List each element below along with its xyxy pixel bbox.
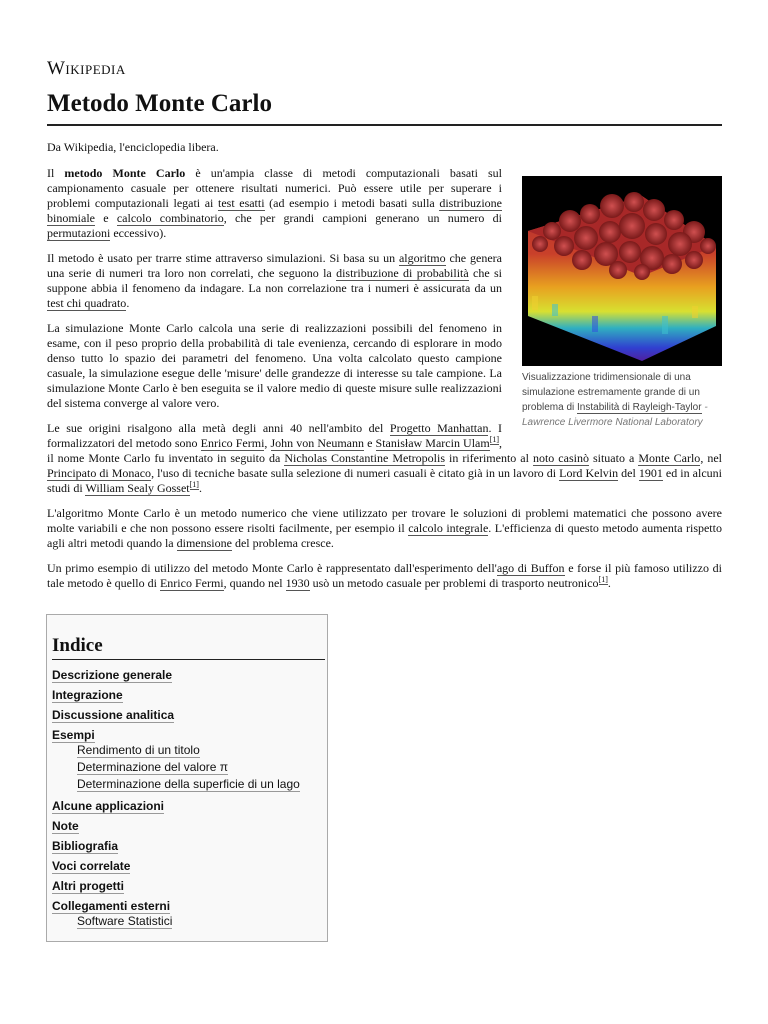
- link-enrico-fermi-2[interactable]: Enrico Fermi: [159, 576, 224, 590]
- paragraph-example: Un primo esempio di utilizzo del metodo Monte Carlo è rappresentato dall'esperimento dell'ago di Buffon e forse il più famoso utilizzo di tale metodo è quello di Enrico Fermi, quando nel 1930 usò un metodo casuale per problemi di trasporto neutronico[1].: [47, 561, 722, 590]
- thumbnail-figure: [522, 176, 722, 430]
- link-1901[interactable]: 1901: [638, 466, 663, 480]
- link-john-von-neumann[interactable]: John von Neumann: [270, 436, 365, 450]
- paragraph-origins: Le sue origini risalgono alla metà degli anni 40 nell'ambito del Progetto Manhattan. I formalizzatori del metodo sono Enrico Fermi, John von Neumann e Stanisław Marcin Ulam[1], il nome Monte Carlo fu inventato in seguito da Nicholas Constantine Metropolis in riferimento al noto casinò situato a Monte Carlo, nel Principato di Monaco, l'uso di tecniche basate sulla selezione di numeri casuali è citato già in un lavoro di Lord Kelvin del 1901 ed in alcuni studi di William Sealy Gosset[1].: [47, 421, 722, 495]
- paragraph-intro: Il metodo Monte Carlo è un'ampia classe di metodi computazionali basati sul campionamento casuale per ottenere risultati numerici. Può essere utile per superare i problemi computazionali legati ai test esatti (ad esempio i metodi basati sulla distribuzione binomiale e calcolo combinatorio, che per grandi campioni generano un numero di permutazioni eccessivo).: [47, 166, 503, 240]
- toc-list: [52, 668, 323, 930]
- reference-link[interactable]: [1]: [189, 480, 199, 489]
- toc-item[interactable]: Bibliografia: [52, 839, 119, 853]
- toc-item[interactable]: Esempi: [52, 728, 95, 742]
- link-enrico-fermi[interactable]: Enrico Fermi: [200, 436, 265, 450]
- link-noto-casino[interactable]: noto casinò: [532, 451, 589, 465]
- paragraph-algorithm: L'algoritmo Monte Carlo è un metodo numerico che viene utilizzato per trovare le soluzioni di problemi matematici che possono avere molte variabili e che non possono essere risolti facilmente, per esempio il calcolo integrale. L'efficienza di questo metodo aumenta rispetto agli altri metodi quando la dimensione del problema cresce.: [47, 506, 722, 550]
- link-ago-di-buffon[interactable]: ago di Buffon: [496, 561, 565, 575]
- paragraph-usage: Il metodo è usato per trarre stime attraverso simulazioni. Si basa su un algoritmo che genera una serie di numeri tra loro non correlati, che seguono la distribuzione di probabilità che si suppone abbia il fenomeno da indagare. La non correlazione tra i numeri è assicurata da un test chi quadrato.: [47, 251, 502, 310]
- toc-subitem[interactable]: Determinazione del valore π: [77, 760, 229, 774]
- toc-item[interactable]: Descrizione generale: [52, 668, 173, 682]
- link-dimensione[interactable]: dimensione: [176, 536, 232, 550]
- toc-title: Indice: [52, 635, 325, 660]
- tagline: Da Wikipedia, l'enciclopedia libera.: [47, 140, 219, 154]
- link-metropolis[interactable]: Nicholas Constantine Metropolis: [284, 451, 445, 465]
- toc-item[interactable]: Discussione analitica: [52, 708, 175, 722]
- page-title: Metodo Monte Carlo: [47, 90, 272, 117]
- caption-text: Visualizzazione tridimensionale di una simulazione estremamente grande di un problema di: [522, 372, 700, 413]
- link-progetto-manhattan[interactable]: Progetto Manhattan: [389, 421, 489, 435]
- link-algoritmo[interactable]: algoritmo: [398, 251, 446, 265]
- title-divider: [47, 124, 722, 126]
- toc-subitem[interactable]: Rendimento di un titolo: [77, 743, 200, 757]
- caption-credit: - Lawrence Livermore National Laboratory: [522, 402, 708, 428]
- toc-item[interactable]: Altri progetti: [52, 879, 124, 893]
- toc-subitem[interactable]: Determinazione della superficie di un lago: [77, 777, 300, 791]
- link-principato-monaco[interactable]: Principato di Monaco: [47, 466, 152, 480]
- wikipedia-logo[interactable]: Wikipedia: [47, 58, 126, 79]
- reference-link[interactable]: [1]: [598, 575, 608, 584]
- link-lord-kelvin[interactable]: Lord Kelvin: [559, 466, 619, 480]
- link-test-esatti[interactable]: test esatti: [217, 196, 265, 210]
- link-ulam[interactable]: Stanisław Marcin Ulam: [375, 436, 490, 450]
- link-monte-carlo[interactable]: Monte Carlo: [638, 451, 701, 465]
- link-distribuzione-probabilita[interactable]: distribuzione di probabilità: [336, 266, 469, 280]
- table-of-contents: [46, 614, 328, 942]
- toc-item[interactable]: Voci correlate: [52, 859, 131, 873]
- toc-item[interactable]: Alcune applicazioni: [52, 799, 165, 813]
- link-1930[interactable]: 1930: [285, 576, 310, 590]
- link-test-chi-quadrato[interactable]: test chi quadrato: [47, 296, 127, 310]
- paragraph-simulation: La simulazione Monte Carlo calcola una serie di realizzazioni possibili del fenomeno in esame, con il peso proprio della probabilità di tale evenienza, cercando di esplorare in modo denso tutto lo spazio dei parametri del fenomeno. Una volta calcolato questo campione casuale, la simulazione esegue delle 'misure' delle grandezze di interesse su tale campione. La simulazione Monte Carlo è ben eseguita se il valore medio di queste misure sulle realizzazioni del sistema converge al valore vero.: [47, 321, 502, 410]
- link-distribuzione-binomiale[interactable]: distribuzione binomiale: [47, 196, 502, 225]
- figure-caption: [522, 370, 722, 430]
- toc-item[interactable]: Integrazione: [52, 688, 123, 702]
- link-calcolo-combinatorio[interactable]: calcolo combinatorio: [116, 211, 224, 225]
- rayleigh-taylor-image[interactable]: [522, 176, 722, 366]
- article-body: [47, 166, 722, 601]
- toc-subitem[interactable]: Software Statistici: [77, 914, 173, 928]
- bold-term: metodo Monte Carlo: [64, 166, 186, 180]
- link-calcolo-integrale[interactable]: calcolo integrale: [408, 521, 489, 535]
- reference-link[interactable]: [1]: [489, 435, 500, 444]
- link-gosset[interactable]: William Sealy Gosset: [85, 481, 190, 495]
- link-permutazioni[interactable]: permutazioni: [47, 226, 111, 240]
- toc-item[interactable]: Note: [52, 819, 79, 833]
- toc-item[interactable]: Collegamenti esterni: [52, 899, 171, 913]
- link-rayleigh-taylor[interactable]: Instabilità di Rayleigh-Taylor: [577, 402, 702, 413]
